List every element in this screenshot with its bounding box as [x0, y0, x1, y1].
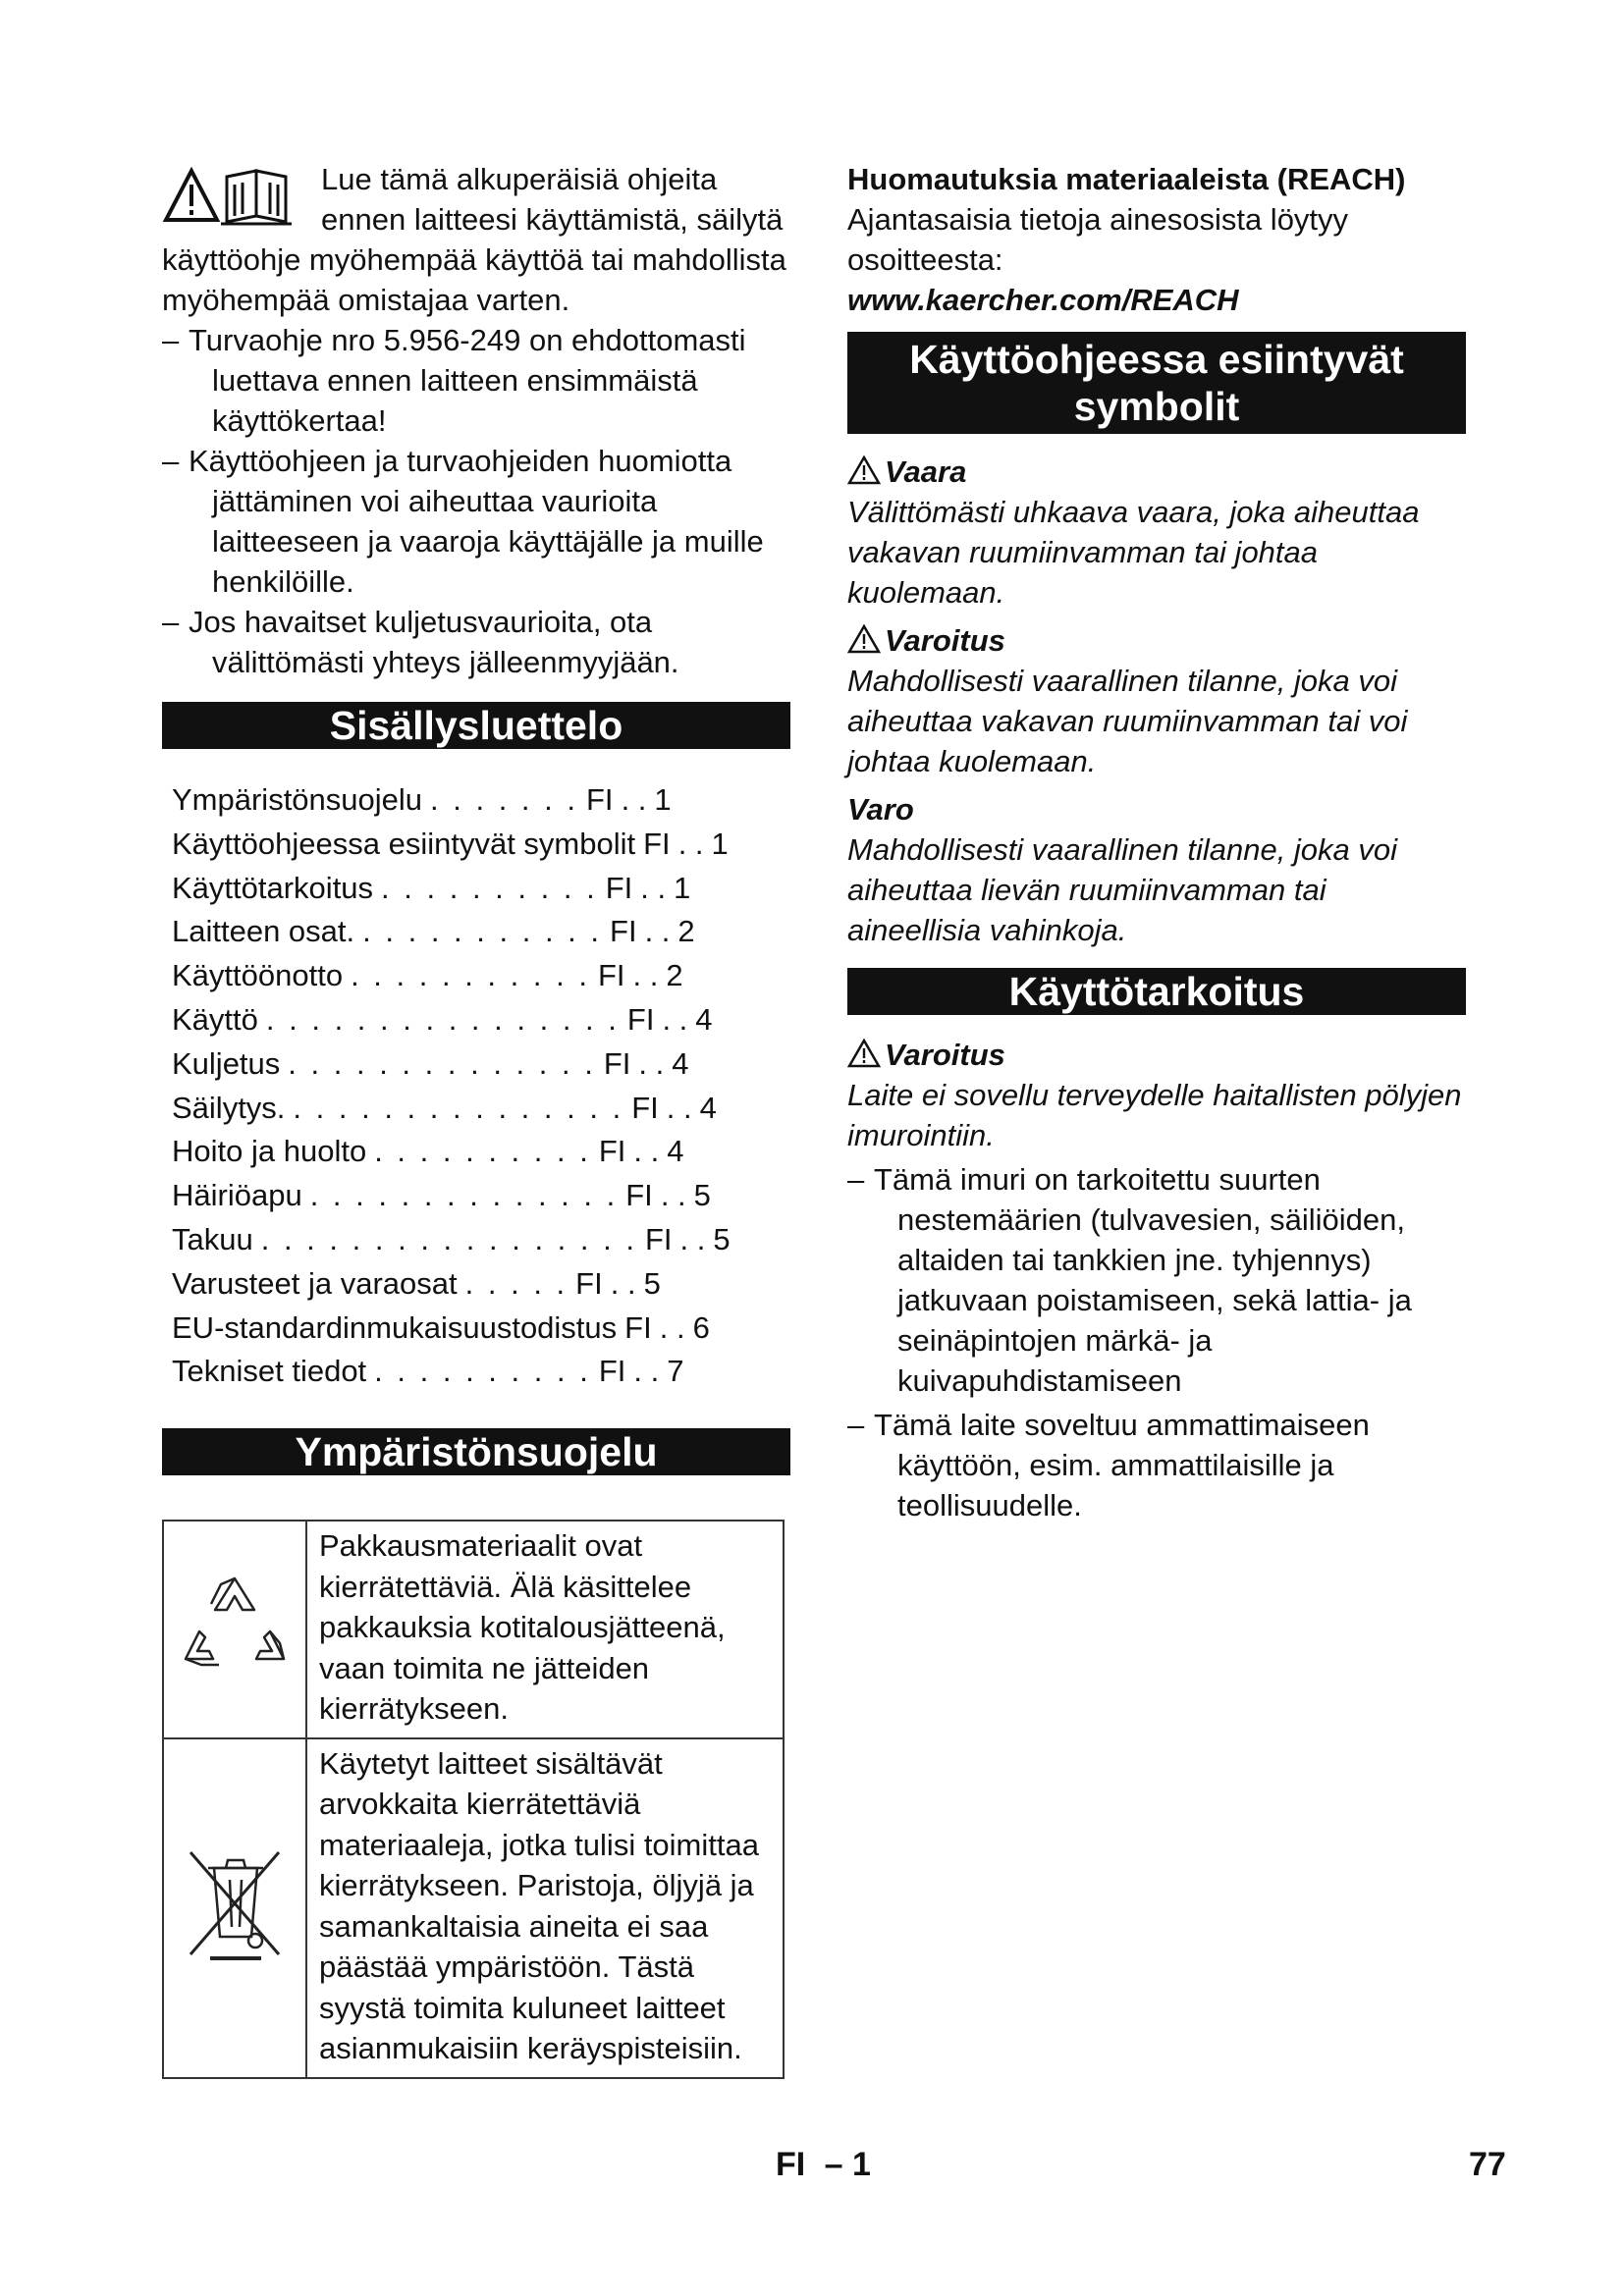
toc-entry-page: 5 [713, 1221, 731, 1256]
toc-entry-leader: . . . . . . . . . . . [362, 914, 603, 949]
toc-entry-sep: . . [677, 826, 704, 861]
toc-entry-sep: . . [679, 1221, 706, 1256]
toc-entry-title: Käyttö [172, 1001, 258, 1037]
varo-text: Mahdollisesti vaarallinen tilanne, joka voi aiheuttaa lievän ruumiinvamman tai aineellisia vahinkoja. [847, 832, 1398, 947]
toc-entry-page: 2 [677, 914, 695, 949]
right-column [847, 159, 1466, 1525]
toc-entry-leader: . . . . . . . . . . [374, 1134, 591, 1169]
toc-entry-title: Hoito ja huolto [172, 1134, 367, 1169]
toc-entry-sep: . . [640, 870, 667, 905]
toc-entry-sep: . . [644, 914, 671, 949]
toc-entry-leader: . . . . . . . . . . . . . . [309, 1178, 619, 1213]
toc-entry-sep: . . [638, 1045, 665, 1081]
warning-and-manual-icon [162, 167, 311, 226]
purpose-warning [847, 1035, 1466, 1155]
toc-entry-leader: . . . . . . . . . . [374, 1354, 591, 1389]
footer-section-page: – 1 [824, 2146, 871, 2183]
varoitus-label: Varoitus [885, 623, 1005, 658]
toc-entry[interactable] [172, 1087, 800, 1131]
toc-entry-page: 4 [695, 1001, 713, 1037]
toc-entry-leader: . . . . . [464, 1265, 568, 1301]
toc-entry[interactable] [172, 1262, 800, 1307]
toc-entry-lang: FI [586, 782, 614, 817]
packaging-text: Pakkausmateriaalit ovat kierrätettäviä. Älä käsittelee pakkauksia kotitalousjätteenä, vaan toimita ne jätteiden kierrätykseen. [306, 1521, 784, 1738]
varoitus-text: Mahdollisesti vaarallinen tilanne, joka voi aiheuttaa vakavan ruumiinvamman tai voi johtaa kuolemaan. [847, 664, 1408, 778]
reach-text: Ajantasaisia tietoja ainesosista löytyy osoitteesta: [847, 202, 1349, 277]
toc-entry-leader: . . . . . . . . . . . . . . . [293, 1090, 624, 1125]
warning-triangle-icon [166, 171, 217, 220]
dash-item-transport: – Jos havaitset kuljetusvaurioita, ota välittömästi yhteys jälleenmyyjään. [162, 605, 679, 679]
toc-entry-lang: FI [643, 826, 671, 861]
toc-entry[interactable] [172, 910, 800, 954]
dash-item-safety: – Turvaohje nro 5.956-249 on ehdottomasti luettava ennen laitteen ensimmäistä käyttökertaa! [162, 323, 746, 438]
toc-entry-page: 4 [667, 1134, 684, 1169]
toc-entry-sep: . . [610, 1265, 636, 1301]
toc-entry[interactable] [172, 1042, 800, 1087]
toc-entry-title: Käyttötarkoitus [172, 870, 374, 905]
toc-entry-lang: FI [610, 914, 637, 949]
toc-entry-title: Ympäristönsuojelu [172, 782, 423, 817]
toc-entry-page: 4 [699, 1090, 717, 1125]
toc-entry-sep: . . [633, 1354, 660, 1389]
warning-triangle-icon [847, 455, 881, 485]
toc-entry-lang: FI [625, 1178, 653, 1213]
symbol-varoitus [847, 620, 1466, 781]
toc-entry-lang: FI [597, 958, 625, 993]
toc-entry-lang: FI [626, 1001, 655, 1037]
toc-entry-lang: FI [575, 1265, 603, 1301]
toc-entry-sep: . . [662, 1001, 688, 1037]
env-row-devices [163, 1738, 784, 2078]
toc-entry-title: Käyttöohjeessa esiintyvät symbolit [172, 826, 636, 861]
toc-entry-title: EU-standardinmukaisuustodistus [172, 1309, 618, 1345]
toc-entry-leader: . . . . . . . [430, 782, 578, 817]
toc-entry-sep: . . [633, 1134, 660, 1169]
varo-label: Varo [847, 792, 914, 827]
toc-entry-leader: . . . . . . . . . . . . . . . . . [260, 1221, 637, 1256]
env-row-packaging [163, 1521, 784, 1738]
symbol-varo [847, 789, 1466, 950]
toc-entry[interactable] [172, 778, 800, 823]
toc-entry-lang: FI [624, 1309, 652, 1345]
toc-entry[interactable] [172, 867, 800, 911]
left-column [162, 159, 790, 2079]
toc-entry-leader: . . . . . . . . . . [381, 870, 598, 905]
toc-title: Sisällysluettelo [162, 702, 790, 749]
toc-entry-lang: FI [605, 870, 633, 905]
env-title: Ympäristönsuojelu [162, 1428, 790, 1475]
purpose-item-use: – Tämä imuri on tarkoitettu suurten nestemäärien (tulvavesien, säiliöiden, altaiden tai tankkien jne. tyhjennys) jatkuvaan poistamiseen, sekä lattia- ja seinäpintojen märkä- ja kuivapuhdistamiseen [847, 1162, 1412, 1398]
warning-triangle-icon [847, 1039, 881, 1068]
toc-entry-page: 7 [667, 1354, 684, 1389]
toc-entry-leader: . . . . . . . . . . . . . . [288, 1045, 596, 1081]
toc-entry-sep: . . [632, 958, 659, 993]
toc-entry[interactable] [172, 1307, 800, 1351]
intro-text: Lue tämä alkuperäisiä ohjeita ennen laitteesi käyttämistä, säilytä käyttöohje myöhempää käyttöä tai mahdollista myöhempää omistajaa varten. [162, 162, 786, 317]
toc-entry[interactable] [172, 1350, 800, 1394]
vaara-text: Välittömästi uhkaava vaara, joka aiheuttaa vakavan ruumiinvamman tai johtaa kuolemaan. [847, 495, 1420, 610]
recycling-cell [163, 1521, 306, 1738]
vaara-label: Vaara [885, 454, 967, 489]
toc-entry[interactable] [172, 1174, 800, 1218]
toc-entry-page: 1 [711, 826, 729, 861]
toc-entry-lang: FI [644, 1221, 673, 1256]
toc-entry-title: Takuu [172, 1221, 253, 1256]
bin-cell [163, 1738, 306, 2078]
warning-triangle-icon [847, 624, 881, 654]
table-of-contents [172, 778, 800, 1394]
purpose-item-professional: – Tämä laite soveltuu ammattimaiseen käyttöön, esim. ammattilaisille ja teollisuudelle. [847, 1408, 1370, 1522]
toc-entry-lang: FI [603, 1045, 631, 1081]
toc-entry-page: 2 [666, 958, 683, 993]
toc-entry-leader: . . . . . . . . . . . . . . . . [265, 1001, 620, 1037]
toc-entry-sep: . . [666, 1090, 692, 1125]
symbols-title: Käyttöohjeessa esiintyvät symbolit [847, 332, 1466, 434]
purpose-warning-text: Laite ei sovellu terveydelle haitallisten pölyjen imurointiin. [847, 1078, 1462, 1152]
reach-link[interactable]: www.kaercher.com/REACH [847, 283, 1239, 317]
toc-entry-title: Käyttöönotto [172, 958, 344, 993]
toc-entry-sep: . . [659, 1309, 685, 1345]
toc-entry-page: 1 [674, 870, 691, 905]
toc-entry-title: Laitteen osat. [172, 914, 355, 949]
toc-entry-leader: . . . . . . . . . . . [351, 958, 590, 993]
toc-entry[interactable] [172, 1130, 800, 1174]
toc-entry[interactable] [172, 954, 800, 998]
purpose-warning-label: Varoitus [885, 1038, 1005, 1072]
dash-item-ignoring: – Käyttöohjeen ja turvaohjeiden huomiotta jättäminen voi aiheuttaa vaurioita laitteeseen ja vaaroja käyttäjälle ja muille henkilöille. [162, 444, 764, 599]
crossed-out-wheelie-bin-icon [181, 1839, 289, 1966]
toc-entry-page: 1 [654, 782, 672, 817]
toc-entry-page: 5 [643, 1265, 661, 1301]
toc-entry-page: 5 [693, 1178, 711, 1213]
reach-heading: Huomautuksia materiaaleista (REACH) [847, 162, 1406, 196]
book-icon [221, 171, 292, 224]
toc-entry-lang: FI [598, 1354, 626, 1389]
toc-entry-title: Kuljetus [172, 1045, 281, 1081]
purpose-title: Käyttötarkoitus [847, 968, 1466, 1015]
footer-section-marker [776, 2146, 871, 2184]
toc-entry-lang: FI [631, 1090, 659, 1125]
toc-entry[interactable] [172, 1218, 800, 1262]
devices-text: Käytetyt laitteet sisältävät arvokkaita kierrätettäviä materiaaleja, jotka tulisi toimittaa kierrätykseen. Paristoja, öljyjä ja samankaltaisia aineita ei saa päästää ympäristöön. Tästä syystä toimita kuluneet laitteet asianmukaisiin keräyspisteisiin. [306, 1738, 784, 2078]
toc-entry-page: 6 [692, 1309, 710, 1345]
toc-entry-title: Häiriöapu [172, 1178, 302, 1213]
toc-entry-sep: . . [621, 782, 647, 817]
recycling-icon [176, 1571, 294, 1679]
toc-entry-lang: FI [598, 1134, 626, 1169]
toc-entry-page: 4 [672, 1045, 689, 1081]
toc-entry-title: Säilytys. [172, 1090, 286, 1125]
footer-lang: FI [776, 2146, 806, 2183]
toc-entry-title: Varusteet ja varaosat [172, 1265, 458, 1301]
environment-table [162, 1520, 785, 2079]
intro-paragraph [162, 159, 790, 320]
toc-entry-title: Tekniset tiedot [172, 1354, 367, 1389]
toc-entry-sep: . . [660, 1178, 686, 1213]
toc-entry[interactable] [172, 823, 800, 867]
toc-entry[interactable] [172, 998, 800, 1042]
footer-page-number: 77 [1469, 2146, 1506, 2183]
symbol-vaara [847, 452, 1466, 613]
